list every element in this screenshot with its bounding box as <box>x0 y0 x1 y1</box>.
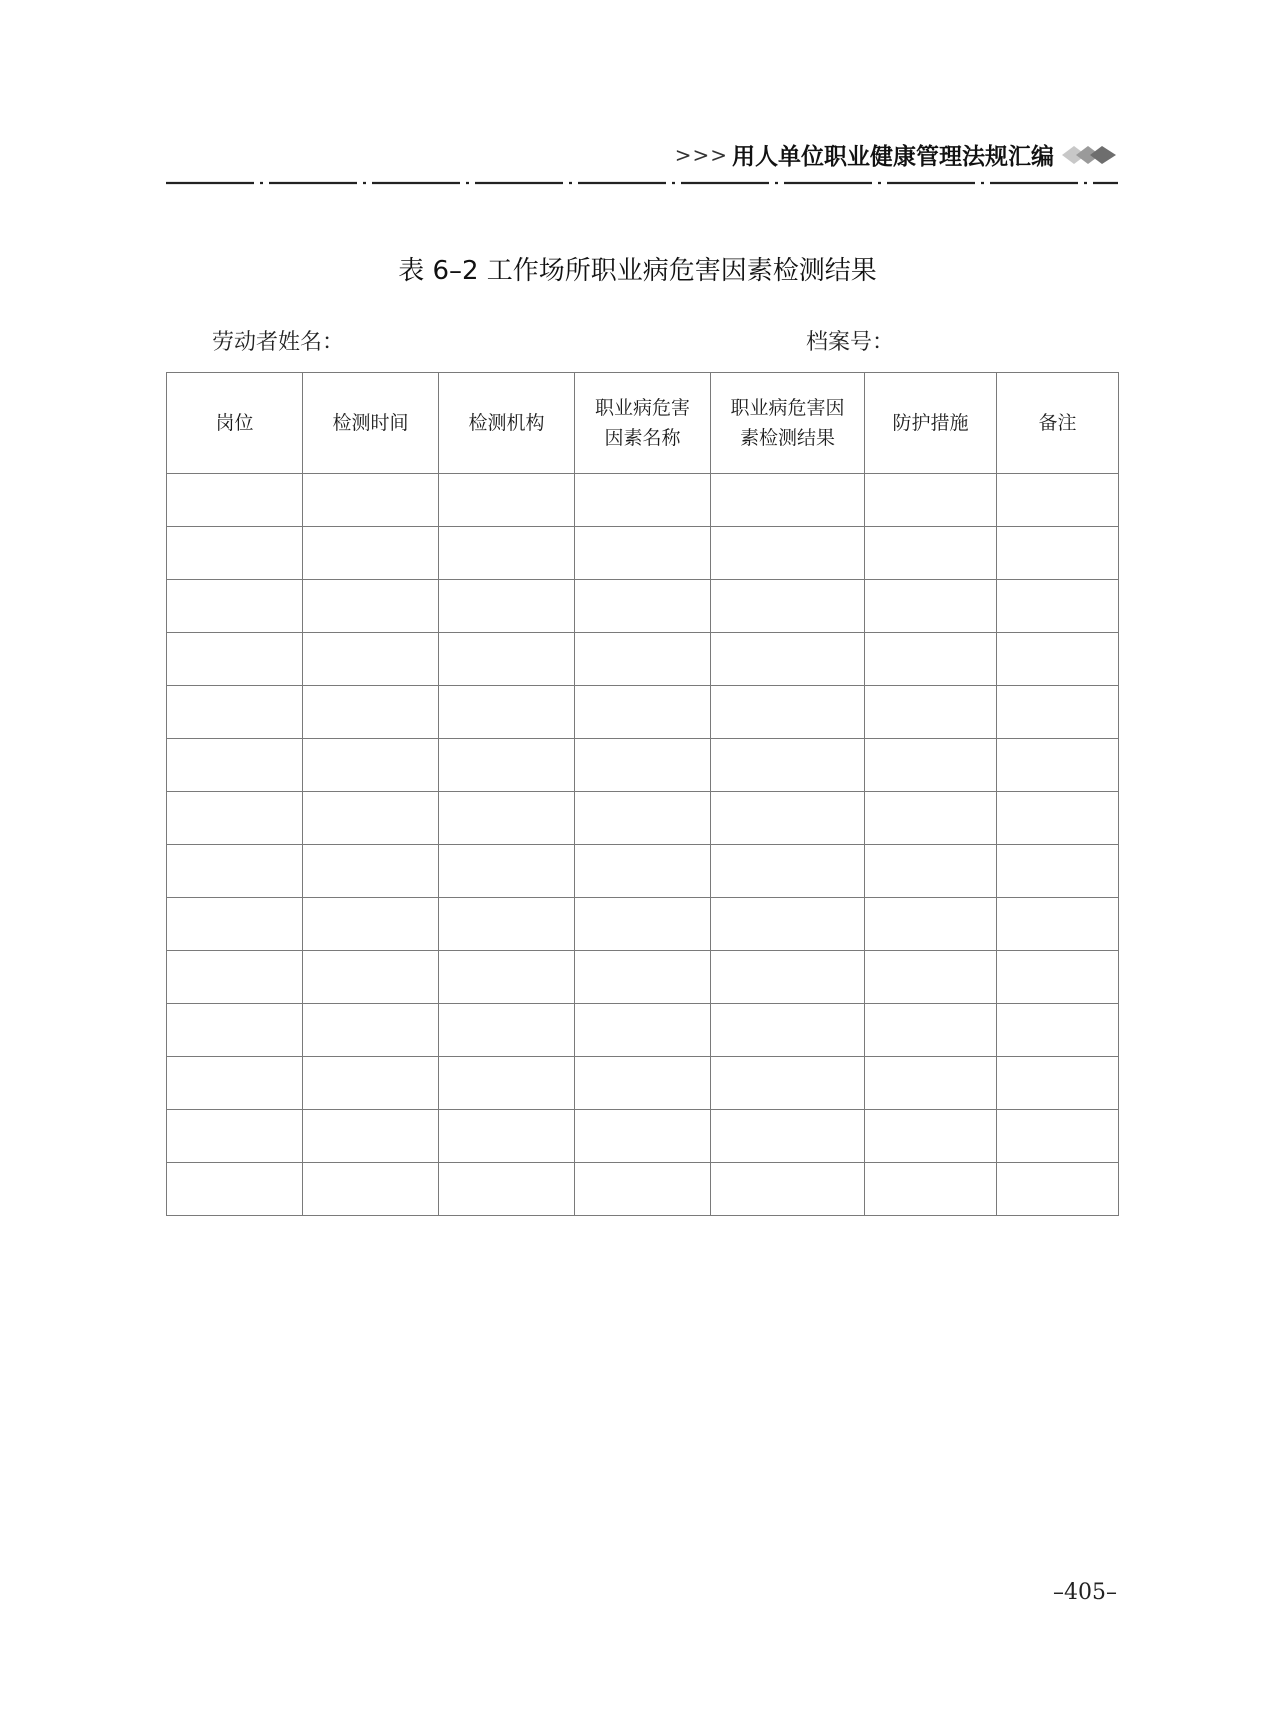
table-cell[interactable] <box>711 580 865 633</box>
table-cell[interactable] <box>575 474 711 527</box>
table-body <box>167 474 1119 1216</box>
table-cell[interactable] <box>997 580 1119 633</box>
column-header-line: 职业病危害 <box>594 397 690 419</box>
header-dash-dot-rule <box>166 179 1118 187</box>
table-header-row <box>167 373 1119 474</box>
page-number: –405– <box>1053 1580 1117 1605</box>
table-cell[interactable] <box>303 845 439 898</box>
table-cell[interactable] <box>997 527 1119 580</box>
column-header <box>997 373 1119 474</box>
table-cell[interactable] <box>167 898 303 951</box>
table-row <box>167 951 1119 1004</box>
table-cell[interactable] <box>711 1163 865 1216</box>
table-cell[interactable] <box>575 580 711 633</box>
file-number-label: 档案号： <box>806 330 895 355</box>
table-cell[interactable] <box>865 1163 997 1216</box>
table-cell[interactable] <box>575 1004 711 1057</box>
table-cell[interactable] <box>711 1004 865 1057</box>
table-cell[interactable] <box>865 474 997 527</box>
table-cell[interactable] <box>865 580 997 633</box>
table-cell[interactable] <box>303 474 439 527</box>
table-cell[interactable] <box>439 739 575 792</box>
table-cell[interactable] <box>997 474 1119 527</box>
table-cell[interactable] <box>439 686 575 739</box>
table-cell[interactable] <box>575 792 711 845</box>
table-cell[interactable] <box>303 527 439 580</box>
table-cell[interactable] <box>167 1004 303 1057</box>
column-header-line: 防护措施 <box>892 412 969 434</box>
table-cell[interactable] <box>711 951 865 1004</box>
table-cell[interactable] <box>575 527 711 580</box>
table-row <box>167 1163 1119 1216</box>
table-cell[interactable] <box>439 527 575 580</box>
table-cell[interactable] <box>711 474 865 527</box>
table-cell[interactable] <box>865 1110 997 1163</box>
table-cell[interactable] <box>303 951 439 1004</box>
table-cell[interactable] <box>439 1163 575 1216</box>
table-cell[interactable] <box>439 1110 575 1163</box>
column-header <box>303 373 439 474</box>
column-header-line: 备注 <box>1038 412 1077 434</box>
table-cell[interactable] <box>439 845 575 898</box>
table-cell[interactable] <box>439 474 575 527</box>
table-cell[interactable] <box>303 792 439 845</box>
table-row <box>167 633 1119 686</box>
table-title: 表 6–2 工作场所职业病危害因素检测结果 <box>398 256 877 286</box>
table-cell[interactable] <box>303 1004 439 1057</box>
diamond-ornament-icon <box>1060 144 1118 166</box>
table-cell[interactable] <box>303 686 439 739</box>
column-header-line: 职业病危害因 <box>730 397 845 419</box>
table-cell[interactable] <box>167 1057 303 1110</box>
table-row <box>167 739 1119 792</box>
table-cell[interactable] <box>167 1163 303 1216</box>
table-cell[interactable] <box>439 898 575 951</box>
column-header <box>167 373 303 474</box>
table-cell[interactable] <box>575 739 711 792</box>
table-cell[interactable] <box>865 845 997 898</box>
table-row <box>167 474 1119 527</box>
table-cell[interactable] <box>711 898 865 951</box>
table-cell[interactable] <box>167 527 303 580</box>
table-cell[interactable] <box>997 1110 1119 1163</box>
form-fields-row <box>212 325 912 356</box>
table-cell[interactable] <box>575 951 711 1004</box>
table-cell[interactable] <box>997 792 1119 845</box>
column-header <box>865 373 997 474</box>
column-header <box>575 373 711 474</box>
table-cell[interactable] <box>167 1110 303 1163</box>
table-cell[interactable] <box>865 792 997 845</box>
column-header <box>439 373 575 474</box>
table-row <box>167 580 1119 633</box>
running-header <box>675 138 1118 171</box>
running-header-book-title: 用人单位职业健康管理法规汇编 <box>732 143 1054 170</box>
table-cell[interactable] <box>711 739 865 792</box>
table-cell[interactable] <box>997 951 1119 1004</box>
table-cell[interactable] <box>865 739 997 792</box>
table-cell[interactable] <box>303 739 439 792</box>
table-cell[interactable] <box>865 1004 997 1057</box>
table-row <box>167 898 1119 951</box>
table-cell[interactable] <box>997 633 1119 686</box>
column-header <box>711 373 865 474</box>
table-cell[interactable] <box>865 527 997 580</box>
table-cell[interactable] <box>865 898 997 951</box>
table-row <box>167 845 1119 898</box>
table-cell[interactable] <box>575 686 711 739</box>
table-row <box>167 1057 1119 1110</box>
table-cell[interactable] <box>439 1004 575 1057</box>
running-header-chevrons: >>> <box>674 142 728 167</box>
table-cell[interactable] <box>167 580 303 633</box>
table-row <box>167 686 1119 739</box>
table-cell[interactable] <box>711 527 865 580</box>
table-cell[interactable] <box>865 686 997 739</box>
table-cell[interactable] <box>167 474 303 527</box>
table-cell[interactable] <box>167 633 303 686</box>
table-cell[interactable] <box>997 898 1119 951</box>
column-header-line: 因素名称 <box>604 427 681 449</box>
table-cell[interactable] <box>575 1057 711 1110</box>
table-cell[interactable] <box>575 1110 711 1163</box>
table-cell[interactable] <box>865 633 997 686</box>
table-row <box>167 1004 1119 1057</box>
table-cell[interactable] <box>303 580 439 633</box>
table-cell[interactable] <box>997 845 1119 898</box>
table-cell[interactable] <box>711 1057 865 1110</box>
column-header-line: 岗位 <box>215 412 254 434</box>
column-header-line: 检测机构 <box>468 412 545 434</box>
detection-results-table <box>166 372 1119 1216</box>
table-cell[interactable] <box>997 1004 1119 1057</box>
table-cell[interactable] <box>167 792 303 845</box>
table-cell[interactable] <box>865 1057 997 1110</box>
table-cell[interactable] <box>439 1057 575 1110</box>
table-cell[interactable] <box>167 686 303 739</box>
table-row <box>167 527 1119 580</box>
table-cell[interactable] <box>575 898 711 951</box>
table-cell[interactable] <box>303 633 439 686</box>
table-cell[interactable] <box>711 1110 865 1163</box>
table-cell[interactable] <box>439 792 575 845</box>
table-cell[interactable] <box>303 1057 439 1110</box>
table-cell[interactable] <box>303 898 439 951</box>
table-cell[interactable] <box>997 1057 1119 1110</box>
column-header-line: 素检测结果 <box>739 427 835 449</box>
column-header-line: 检测时间 <box>332 412 409 434</box>
table-cell[interactable] <box>575 633 711 686</box>
table-row <box>167 1110 1119 1163</box>
table-cell[interactable] <box>167 951 303 1004</box>
table-cell[interactable] <box>711 845 865 898</box>
table-cell[interactable] <box>439 951 575 1004</box>
worker-name-label: 劳动者姓名： <box>212 330 345 355</box>
table-cell[interactable] <box>997 739 1119 792</box>
table-cell[interactable] <box>575 845 711 898</box>
table-cell[interactable] <box>711 686 865 739</box>
table-cell[interactable] <box>167 845 303 898</box>
table-cell[interactable] <box>439 633 575 686</box>
table-cell[interactable] <box>439 580 575 633</box>
table-cell[interactable] <box>575 1163 711 1216</box>
table-cell[interactable] <box>865 951 997 1004</box>
table-cell[interactable] <box>711 792 865 845</box>
table-cell[interactable] <box>167 739 303 792</box>
table-cell[interactable] <box>303 1163 439 1216</box>
table-row <box>167 792 1119 845</box>
table-cell[interactable] <box>711 633 865 686</box>
table-cell[interactable] <box>997 1163 1119 1216</box>
table-cell[interactable] <box>997 686 1119 739</box>
table-cell[interactable] <box>303 1110 439 1163</box>
